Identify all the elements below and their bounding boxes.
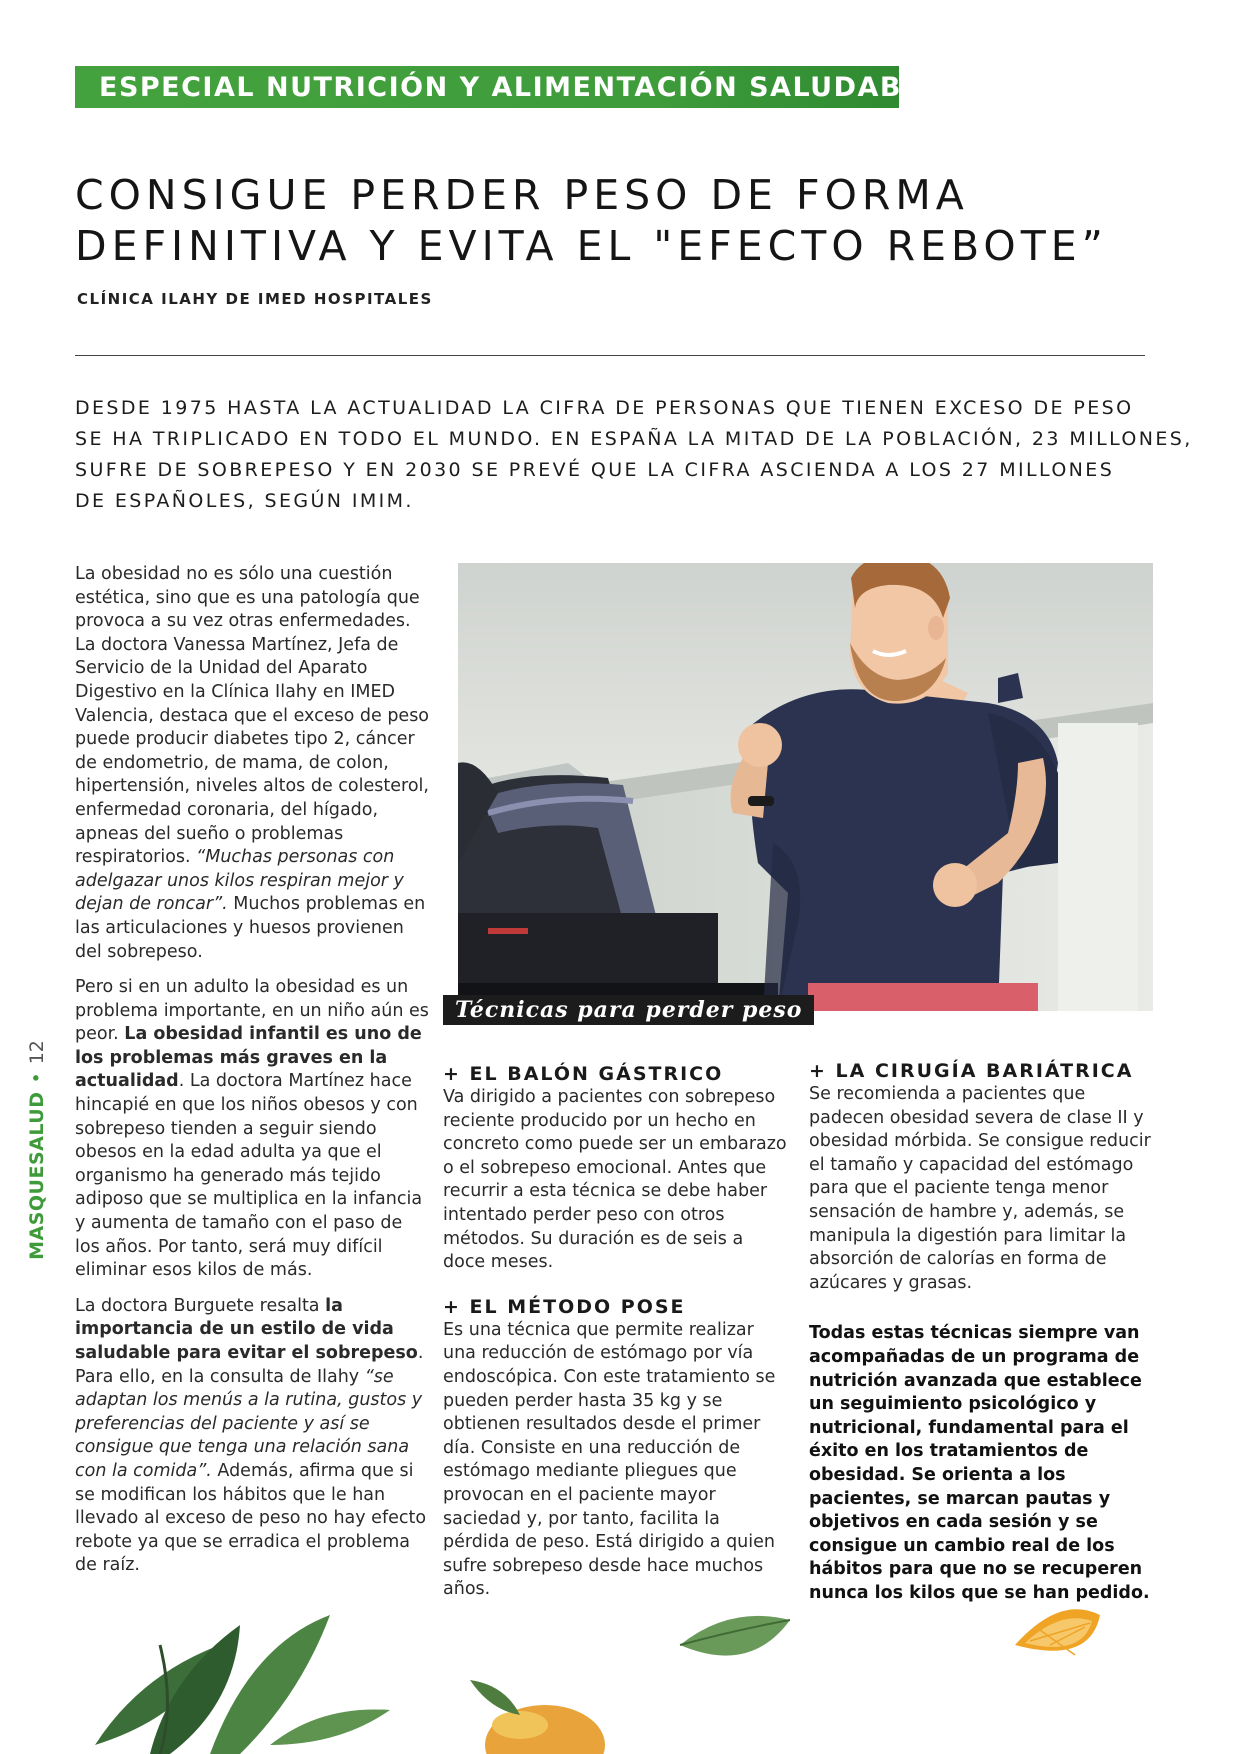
body-paragraph-1	[75, 563, 430, 964]
page-sidebar	[22, 1030, 52, 1270]
lead-line-3: SUFRE DE SOBREPESO Y EN 2030 SE PREVÉ QUE LA CIFRA ASCIENDA A LOS 27 MILLONES	[75, 459, 1115, 481]
article-title-line-1: CONSIGUE PERDER PESO DE FORMA	[75, 171, 969, 219]
page-number: 12	[26, 1040, 48, 1065]
quote-text: “se adaptan los menús a la rutina, gustos y preferencias del paciente y así se consigue que tenga una relación sana con la comida”.	[75, 1366, 423, 1481]
lead-line-2: SE HA TRIPLICADO EN TODO EL MUNDO. EN ESPAÑA LA MITAD DE LA POBLACIÓN, 23 MILLONES,	[75, 428, 1193, 450]
man-running-on-treadmill-illustration	[458, 563, 1153, 1011]
article-title-line-2: DEFINITIVA Y EVITA EL "EFECTO REBOTE”	[75, 222, 1108, 270]
paragraph-text: Además, afirma que si se modifican los hábitos que le han llevado al exceso de peso no hay efecto rebote ya que se erradica el problema de raíz.	[75, 1460, 427, 1576]
botanical-decoration	[0, 1585, 1241, 1754]
treadmill-photo	[458, 563, 1153, 1011]
section-text-pose: Es una técnica que permite realizar una reducción de estómago por vía endoscópica. Con este tratamiento se pueden perder hasta 35 kg y se obtienen resultados desde el primer día. Consiste en una reducción de estómago mediante pliegues que provocan en el paciente mayor saciedad y, por tanto, facilita la pérdida de peso. Está dirigido a quien sufre sobrepeso desde hace muchos años.	[443, 1319, 776, 1600]
section-text-cirugia: Se recomienda a pacientes que padecen obesidad severa de clase II y obesidad mórbida. Se consigue reducir el tamaño y capacidad del estómago para que el paciente tenga menor sensación de hambre y, además, se manipula la digestión para limitar la absorción de calorías en forma de azúcares y grasas.	[809, 1084, 1151, 1293]
paragraph-text: Muchos problemas en las articulaciones y huesos provienen del sobrepeso.	[75, 894, 426, 962]
section-text-balon: Va dirigido a pacientes con sobrepeso reciente producido por un hecho en concreto como puede ser un embarazo o el sobrepeso emocional. Antes que recurrir a esta técnica se debe haber intentado perder peso con otros métodos. Su duración es de seis a doce meses.	[443, 1087, 787, 1273]
body-paragraph-2	[75, 976, 430, 1283]
paragraph-text: . Para ello, en la consulta de Ilahy	[75, 1343, 424, 1387]
highlight-text: la importancia de un estilo de vida saludable para evitar el sobrepeso	[75, 1295, 418, 1363]
paragraph-text: La doctora Burguete resalta	[75, 1295, 326, 1316]
mango-icon	[470, 1680, 605, 1754]
paragraph-text: . La doctora Martínez hace hincapié en que los niños obesos y con sobrepeso tienden a seguir siendo obesos en la edad adulta ya que el organismo ha generado más tejido adiposo que se multiplica en la infancia y aumenta de tamaño con el paso de los años. Por tanto, será muy difícil eliminar esos kilos de más.	[75, 1071, 423, 1281]
body-column-3	[809, 1059, 1159, 1605]
leaves-icon	[95, 1615, 390, 1754]
orange-slice-icon	[1015, 1609, 1100, 1655]
sidebar-label	[26, 1040, 48, 1260]
section-heading-balon: + EL BALÓN GÁSTRICO	[443, 1063, 724, 1085]
magazine-brand: MASQUESALUD	[26, 1091, 48, 1260]
body-column-1	[75, 563, 430, 1590]
article-title	[75, 170, 1108, 272]
article-byline: CLÍNICA ILAHY DE IMED HOSPITALES	[77, 290, 433, 308]
highlight-text: La obesidad infantil es uno de los problemas más graves en la actualidad	[75, 1024, 422, 1092]
paragraph-text: Pero si en un adulto la obesidad es un problema importante, en un niño aún es peor.	[75, 977, 429, 1045]
lead-line-4: DE ESPAÑOLES, SEGÚN IMIM.	[75, 490, 414, 512]
body-column-2	[443, 1062, 788, 1602]
section-heading-pose: + EL MÉTODO POSE	[443, 1295, 686, 1318]
techniques-caption: Técnicas para perder peso	[443, 995, 814, 1025]
lead-line-1: DESDE 1975 HASTA LA ACTUALIDAD LA CIFRA DE PERSONAS QUE TIENEN EXCESO DE PESO	[75, 397, 1134, 419]
leaf-icon	[680, 1616, 790, 1656]
lead-paragraph	[75, 393, 1193, 517]
section-heading-cirugia: + LA CIRUGÍA BARIÁTRICA	[809, 1060, 1134, 1082]
section-banner: ESPECIAL NUTRICIÓN Y ALIMENTACIÓN SALUDABLE	[75, 66, 899, 108]
paragraph-text: La obesidad no es sólo una cuestión estética, sino que es una patología que provoca a su vez otras enfermedades. La doctora Vanessa Martínez, Jefa de Servicio de la Unidad del Aparato Digestivo en la Clínica Ilahy en IMED Valencia, destaca que el exceso de peso puede producir diabetes tipo 2, cáncer de endometrio, de mama, de colon, hipertensión, niveles altos de colesterol, enfermedad coronaria, del hígado, apneas del sueño o problemas respiratorios.	[75, 564, 430, 868]
quote-text: “Muchas personas con adelgazar unos kilos respiran mejor y dejan de roncar”.	[75, 847, 404, 915]
title-divider	[75, 355, 1145, 356]
closing-highlight: Todas estas técnicas siempre van acompañadas de un programa de nutrición avanzada que establece un seguimiento psicológico y nutricional, fundamental para el éxito en los tratamientos de obesidad. Se orienta a los pacientes, se marcan pautas y objetivos en cada sesión y se consigue un cambio real de los hábitos para que no se recuperen nunca los kilos que se han pedido.	[809, 1323, 1150, 1603]
body-paragraph-3	[75, 1295, 430, 1578]
separator-dot: •	[26, 1072, 48, 1084]
